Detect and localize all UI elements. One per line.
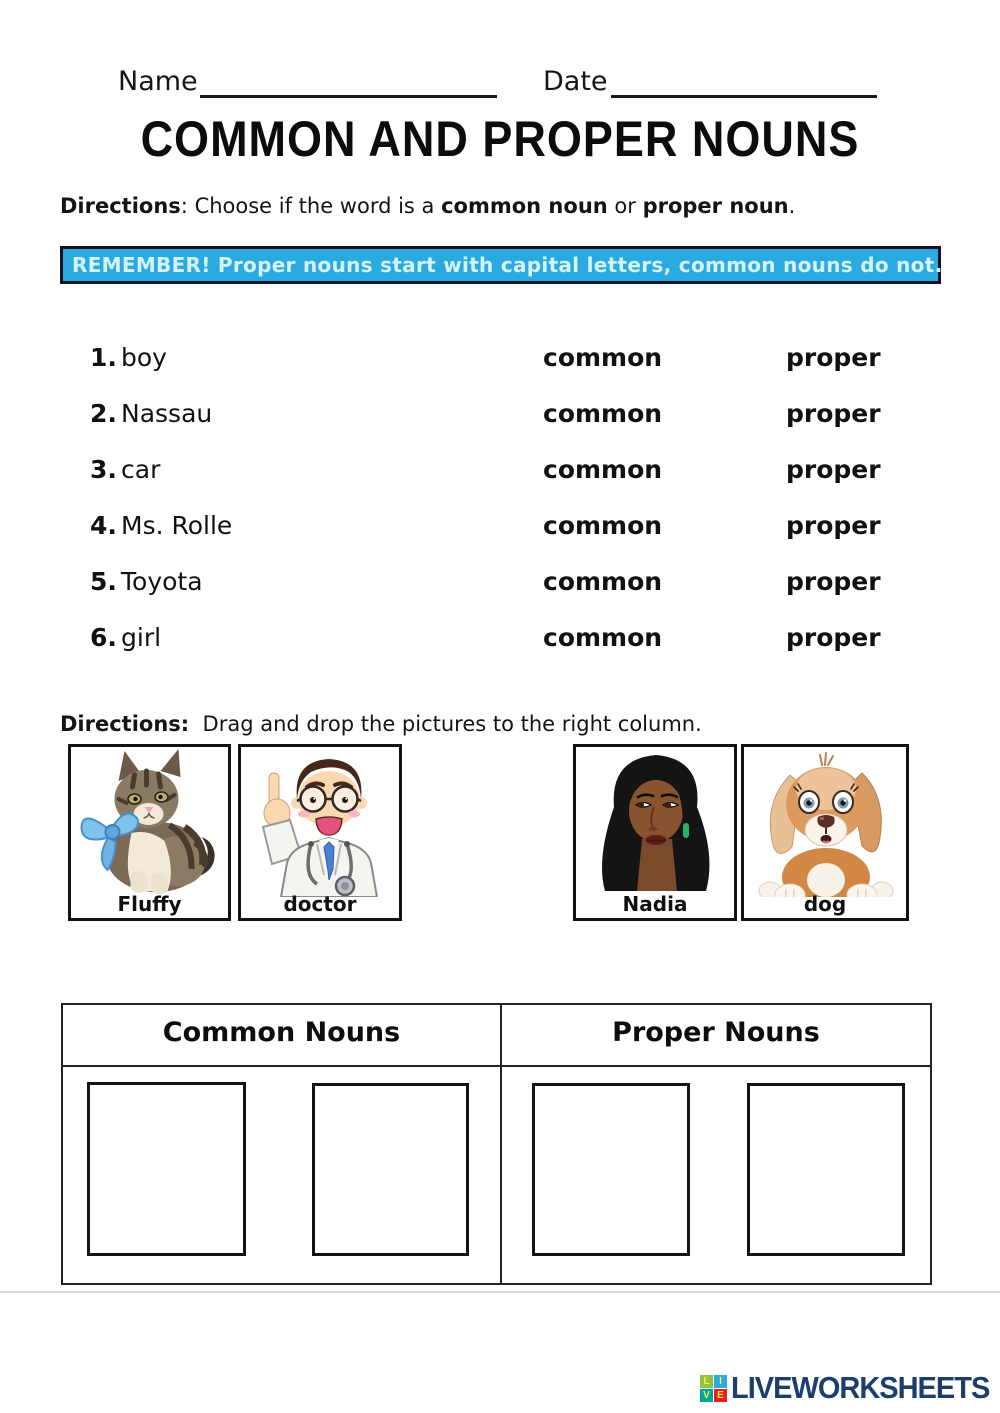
option-proper-1[interactable]: proper [786, 343, 881, 372]
date-label: Date [543, 66, 608, 97]
question-number: 5. [90, 567, 117, 596]
option-proper-3[interactable]: proper [786, 455, 881, 484]
question-word: Toyota [121, 567, 203, 596]
question-word: Nassau [121, 399, 213, 428]
liveworksheets-logo[interactable] [698, 1370, 990, 1406]
option-common-3[interactable]: common [543, 455, 663, 484]
option-common-6[interactable]: common [543, 623, 663, 652]
option-common-4[interactable]: common [543, 511, 663, 540]
woman-image [576, 747, 734, 897]
question-number: 4. [90, 511, 117, 540]
table-header-row [63, 1005, 930, 1067]
card-label-nadia: Nadia [622, 892, 688, 916]
directions-2: Directions: Drag and drop the pictures to the right column. [60, 712, 702, 736]
drop-zone-common-2[interactable] [312, 1083, 469, 1256]
drag-card-fluffy[interactable] [68, 744, 231, 921]
drag-card-nadia[interactable] [573, 744, 737, 921]
cat-image [71, 747, 228, 897]
date-blank-line [611, 95, 877, 98]
drag-card-doctor[interactable] [238, 744, 402, 921]
directions-1-label: Directions [60, 194, 181, 218]
drop-zone-proper-1[interactable] [532, 1083, 690, 1256]
option-common-1[interactable]: common [543, 343, 663, 372]
proper-nouns-header: Proper Nouns [612, 1017, 820, 1048]
name-blank-line [200, 95, 497, 98]
drop-zone-common-1[interactable] [87, 1082, 246, 1256]
option-common-5[interactable]: common [543, 567, 663, 596]
option-proper-2[interactable]: proper [786, 399, 881, 428]
common-nouns-header: Common Nouns [162, 1017, 401, 1048]
option-common-2[interactable]: common [543, 399, 663, 428]
question-number: 3. [90, 455, 117, 484]
page-bottom-edge [0, 1291, 1000, 1293]
question-word: girl [121, 623, 162, 652]
page-title: COMMON AND PROPER NOUNS [140, 110, 860, 168]
card-label-fluffy: Fluffy [117, 892, 182, 916]
directions-1: Directions: Choose if the word is a common noun or proper noun. [60, 194, 796, 218]
directions-2-label: Directions: [60, 712, 190, 736]
logo-square-v: V [700, 1389, 713, 1402]
question-number: 2. [90, 399, 117, 428]
quiz-row-1 [0, 343, 1000, 377]
reminder-banner: REMEMBER! Proper nouns start with capital letters, common nouns do not. [60, 246, 941, 284]
question-word: Ms. Rolle [121, 511, 233, 540]
logo-square-e: E [714, 1389, 727, 1402]
quiz-row-3 [0, 455, 1000, 489]
quiz-row-6 [0, 623, 1000, 657]
question-word: boy [121, 343, 167, 372]
card-label-dog: dog [803, 892, 847, 916]
quiz-row-4 [0, 511, 1000, 545]
drag-card-dog[interactable] [741, 744, 909, 921]
doctor-image [241, 747, 399, 897]
option-proper-5[interactable]: proper [786, 567, 881, 596]
drop-zone-proper-2[interactable] [747, 1083, 905, 1256]
card-label-doctor: doctor [283, 892, 357, 916]
quiz-row-2 [0, 399, 1000, 433]
question-number: 6. [90, 623, 117, 652]
question-word: car [121, 455, 161, 484]
liveworksheets-brand-text: LIVEWORKSHEETS [731, 1372, 990, 1406]
logo-square-l: L [700, 1375, 713, 1388]
option-proper-6[interactable]: proper [786, 623, 881, 652]
name-label: Name [118, 66, 198, 97]
question-number: 1. [90, 343, 117, 372]
logo-square-i: I [714, 1375, 727, 1388]
option-proper-4[interactable]: proper [786, 511, 881, 540]
quiz-row-5 [0, 567, 1000, 601]
table-column-divider [500, 1005, 502, 1283]
liveworksheets-icon [700, 1375, 728, 1404]
sorting-table [61, 1003, 932, 1285]
puppy-image [744, 747, 906, 897]
